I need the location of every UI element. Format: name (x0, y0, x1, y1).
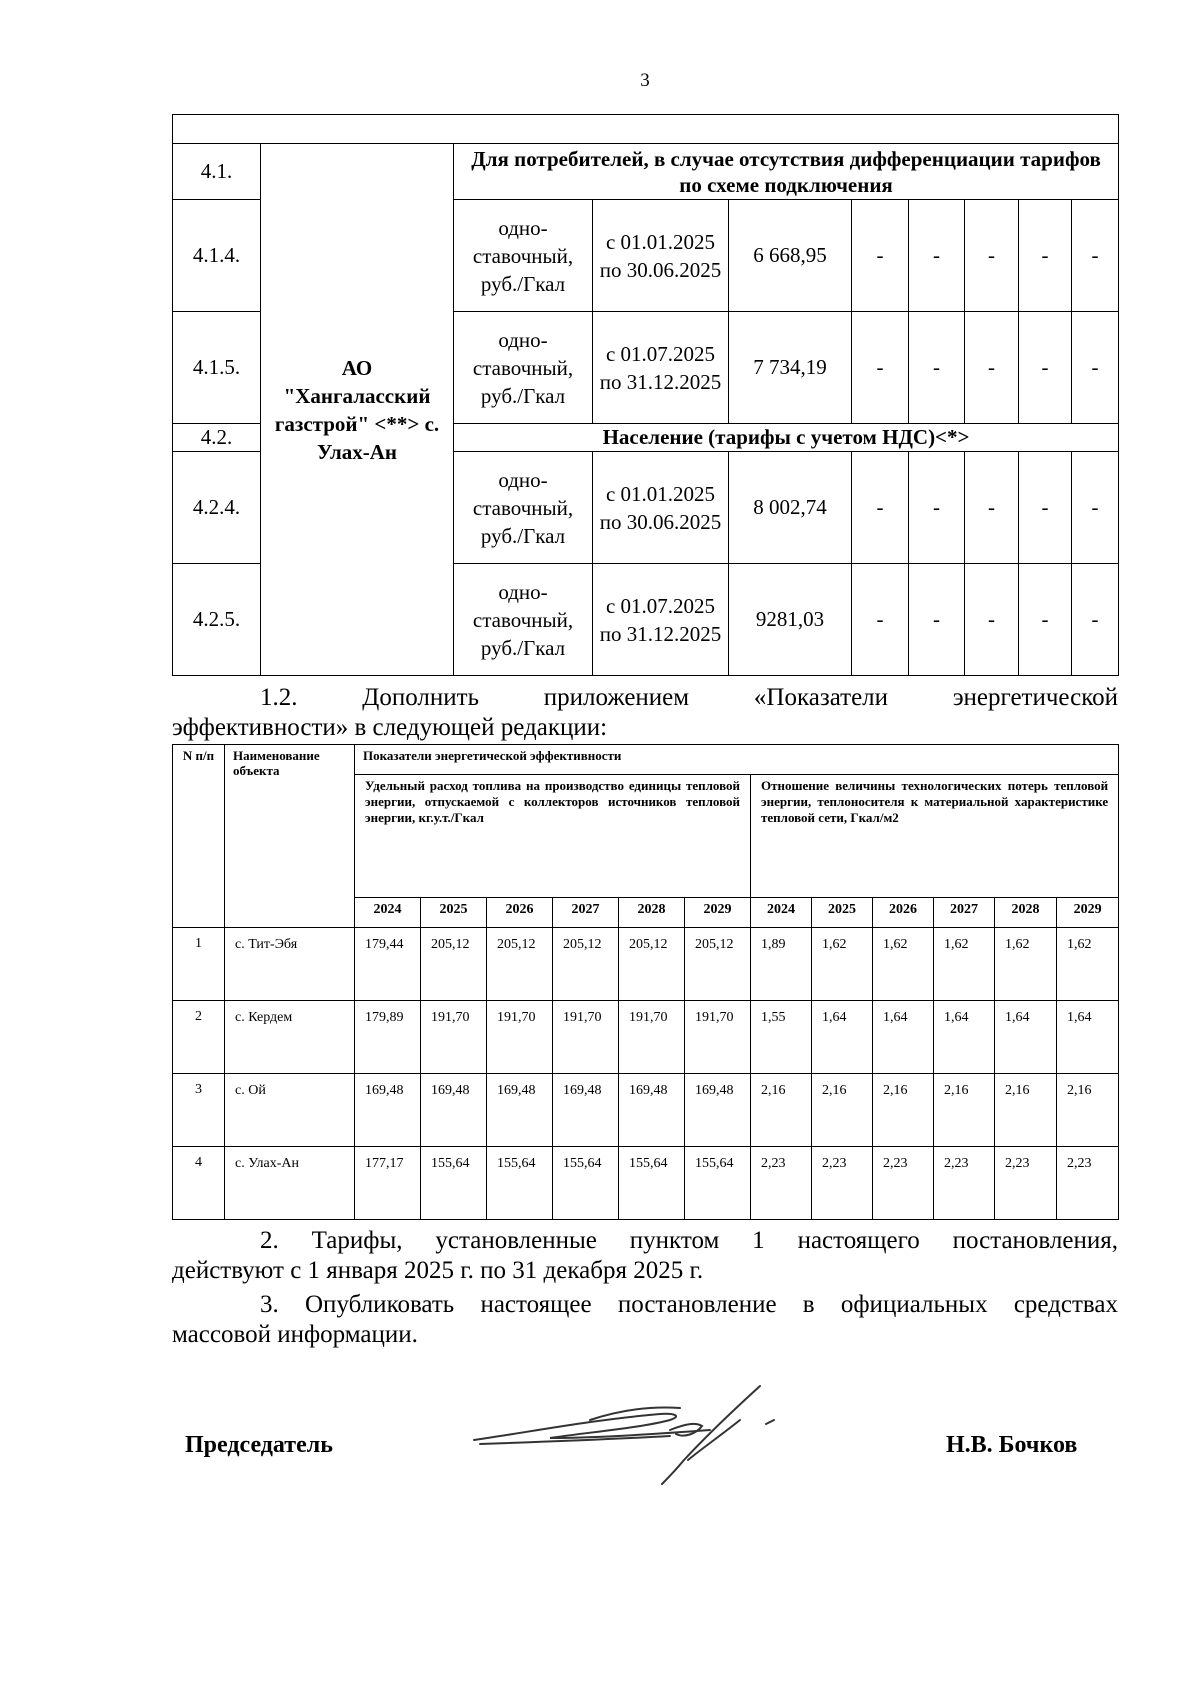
loss-value: 2,16 (1057, 1074, 1119, 1147)
tariff-period (593, 564, 729, 676)
object-name: с. Кердем (225, 1001, 355, 1074)
tariff-top-row (173, 115, 1119, 144)
fuel-value: 169,48 (487, 1074, 553, 1147)
fuel-value: 155,64 (685, 1147, 751, 1220)
year-header: 2027 (934, 898, 995, 928)
dash-cell: - (1072, 312, 1119, 424)
paragraph-2 (172, 1226, 1118, 1286)
loss-value: 1,62 (812, 928, 873, 1001)
row-number: 1 (173, 928, 225, 1001)
fuel-value: 179,44 (355, 928, 421, 1001)
tariff-type: одно- ставочный, руб./Гкал (454, 564, 593, 676)
fuel-value: 169,48 (685, 1074, 751, 1147)
dash-cell: - (909, 312, 965, 424)
table-row (173, 1074, 1119, 1147)
fuel-value: 169,48 (553, 1074, 619, 1147)
fuel-value: 169,48 (619, 1074, 685, 1147)
loss-value: 2,23 (934, 1147, 995, 1220)
dash-cell: - (909, 564, 965, 676)
loss-value: 1,64 (995, 1001, 1057, 1074)
year-header: 2026 (873, 898, 934, 928)
loss-value: 1,89 (751, 928, 812, 1001)
year-header: 2025 (812, 898, 873, 928)
period-from: с 01.01.2025 (605, 481, 716, 506)
dash-cell: - (965, 200, 1019, 312)
row-num: 4.2.5. (173, 564, 261, 676)
loss-value: 2,23 (995, 1147, 1057, 1220)
year-header: 2028 (995, 898, 1057, 928)
dash-cell: - (1072, 564, 1119, 676)
col-num-header: N п/п (173, 745, 225, 928)
tariff-value: 7 734,19 (729, 312, 852, 424)
heat-loss-header: Отношение величины технологических потерь тепловой энергии, теплоносителя к материальной характеристике тепловой сети, Гкал/м2 (751, 775, 1119, 898)
paragraph-3 (172, 1290, 1118, 1350)
loss-value: 1,62 (1057, 928, 1119, 1001)
fuel-consumption-header: Удельный расход топлива на производство единицы тепловой энергии, отпускаемой с коллекторов источников тепловой энергии, кг.у.т./Гкал (355, 775, 751, 898)
paragraph-1-2-line1: 1.2. Дополнить приложением «Показатели энергетической (260, 684, 1118, 711)
fuel-value: 169,48 (355, 1074, 421, 1147)
fuel-value: 205,12 (421, 928, 487, 1001)
fuel-value: 155,64 (421, 1147, 487, 1220)
fuel-value: 205,12 (487, 928, 553, 1001)
year-header: 2026 (487, 898, 553, 928)
fuel-value: 205,12 (685, 928, 751, 1001)
year-header: 2028 (619, 898, 685, 928)
loss-value: 1,55 (751, 1001, 812, 1074)
tariff-top-cell (173, 115, 1119, 144)
paragraph-3-line1: 3. Опубликовать настоящее постановление в официальных средствах (260, 1291, 1118, 1318)
period-from: с 01.01.2025 (605, 229, 716, 254)
table-row (173, 1147, 1119, 1220)
object-name: с. Тит-Эбя (225, 928, 355, 1001)
loss-value: 1,62 (873, 928, 934, 1001)
page-number: 3 (640, 70, 650, 91)
section-41-num: 4.1. (173, 144, 261, 200)
org-name-cell: АО "Хангаласский газстрой" <**> с. Улах-Ан (261, 144, 454, 676)
section-42-num: 4.2. (173, 424, 261, 452)
paragraph-2-line1: 2. Тарифы, установленные пунктом 1 настоящего постановления, (260, 1227, 1118, 1254)
paragraph-1-2-line2: эффективности» в следующей редакции: (172, 714, 608, 741)
loss-value: 1,64 (1057, 1001, 1119, 1074)
loss-value: 1,64 (812, 1001, 873, 1074)
dash-cell: - (1072, 200, 1119, 312)
loss-value: 2,16 (995, 1074, 1057, 1147)
tariff-period (593, 452, 729, 564)
dash-cell: - (965, 452, 1019, 564)
tariff-value: 6 668,95 (729, 200, 852, 312)
fuel-value: 191,70 (553, 1001, 619, 1074)
dash-cell: - (1072, 452, 1119, 564)
fuel-value: 191,70 (685, 1001, 751, 1074)
loss-value: 1,64 (873, 1001, 934, 1074)
loss-value: 2,16 (751, 1074, 812, 1147)
signature-block (0, 1380, 1200, 1490)
paragraph-3-line2: массовой информации. (172, 1321, 418, 1348)
signatory-title: Председатель (185, 1432, 333, 1458)
col-group-header: Показатели энергетической эффективности (355, 745, 1119, 775)
year-header: 2029 (1057, 898, 1119, 928)
fuel-value: 191,70 (487, 1001, 553, 1074)
fuel-value: 155,64 (487, 1147, 553, 1220)
tariff-table (172, 114, 1119, 676)
fuel-value: 191,70 (619, 1001, 685, 1074)
period-to: по 31.12.2025 (599, 621, 722, 646)
period-from: с 01.07.2025 (605, 341, 716, 366)
fuel-value: 169,48 (421, 1074, 487, 1147)
energy-efficiency-table (172, 744, 1119, 1220)
section-41-title: Для потребителей, в случае отсутствия дифференциации тарифов по схеме подключения (454, 144, 1119, 200)
loss-value: 2,23 (1057, 1147, 1119, 1220)
fuel-value: 155,64 (619, 1147, 685, 1220)
fuel-value: 179,89 (355, 1001, 421, 1074)
loss-value: 2,16 (934, 1074, 995, 1147)
period-to: по 31.12.2025 (599, 369, 722, 394)
fuel-value: 155,64 (553, 1147, 619, 1220)
col-name-header: Наименование объекта (225, 745, 355, 928)
dash-cell: - (965, 312, 1019, 424)
dash-cell: - (1019, 452, 1072, 564)
fuel-value: 191,70 (421, 1001, 487, 1074)
dash-cell: - (852, 564, 909, 676)
row-number: 4 (173, 1147, 225, 1220)
dash-cell: - (852, 312, 909, 424)
paragraph-2-line2: действуют с 1 января 2025 г. по 31 декабря 2025 г. (172, 1257, 704, 1284)
handwritten-signature-icon (470, 1380, 790, 1490)
period-to: по 30.06.2025 (599, 257, 722, 282)
dash-cell: - (1019, 312, 1072, 424)
dash-cell: - (909, 452, 965, 564)
row-num: 4.1.4. (173, 200, 261, 312)
row-number: 3 (173, 1074, 225, 1147)
row-num: 4.2.4. (173, 452, 261, 564)
year-header: 2024 (751, 898, 812, 928)
loss-value: 1,62 (934, 928, 995, 1001)
object-name: с. Ой (225, 1074, 355, 1147)
tariff-type: одно- ставочный, руб./Гкал (454, 312, 593, 424)
ind-header-row (173, 745, 1119, 775)
dash-cell: - (852, 452, 909, 564)
tariff-value: 9281,03 (729, 564, 852, 676)
loss-value: 2,16 (812, 1074, 873, 1147)
period-from: с 01.07.2025 (605, 593, 716, 618)
fuel-value: 177,17 (355, 1147, 421, 1220)
loss-value: 1,64 (934, 1001, 995, 1074)
tariff-value: 8 002,74 (729, 452, 852, 564)
loss-value: 2,16 (873, 1074, 934, 1147)
dash-cell: - (965, 564, 1019, 676)
loss-value: 2,23 (812, 1147, 873, 1220)
period-to: по 30.06.2025 (599, 509, 722, 534)
dash-cell: - (852, 200, 909, 312)
tariff-type: одно- ставочный, руб./Гкал (454, 452, 593, 564)
table-row (173, 1001, 1119, 1074)
table-row (173, 928, 1119, 1001)
loss-value: 2,23 (751, 1147, 812, 1220)
row-number: 2 (173, 1001, 225, 1074)
tariff-type: одно- ставочный, руб./Гкал (454, 200, 593, 312)
dash-cell: - (909, 200, 965, 312)
fuel-value: 205,12 (553, 928, 619, 1001)
object-name: с. Улах-Ан (225, 1147, 355, 1220)
year-header: 2024 (355, 898, 421, 928)
loss-value: 1,62 (995, 928, 1057, 1001)
loss-value: 2,23 (873, 1147, 934, 1220)
year-header: 2027 (553, 898, 619, 928)
fuel-value: 205,12 (619, 928, 685, 1001)
paragraph-1-2 (172, 683, 1118, 743)
dash-cell: - (1019, 564, 1072, 676)
tariff-period (593, 312, 729, 424)
tariff-section-41 (173, 144, 1119, 200)
row-num: 4.1.5. (173, 312, 261, 424)
section-42-title: Население (тарифы с учетом НДС)<*> (454, 424, 1119, 452)
tariff-period (593, 200, 729, 312)
signatory-name: Н.В. Бочков (946, 1432, 1078, 1458)
year-header: 2025 (421, 898, 487, 928)
dash-cell: - (1019, 200, 1072, 312)
year-header: 2029 (685, 898, 751, 928)
